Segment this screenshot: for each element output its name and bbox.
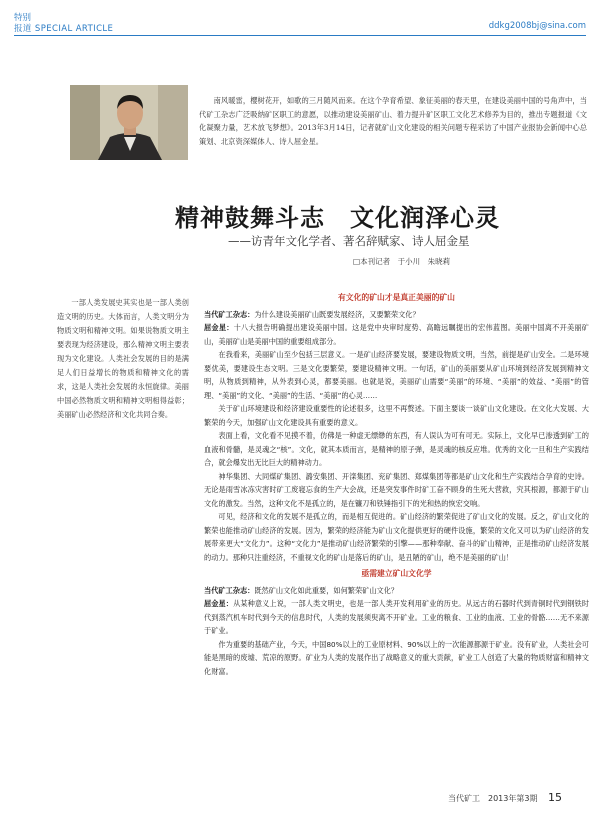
answer-label: 屈金星：: [204, 323, 234, 332]
article-body: [204, 291, 589, 678]
answer-paragraph: [204, 597, 589, 638]
body-paragraph: 在我看来，美丽矿山至少包括三层意义。一是矿山经济要发展，要建设物质文明，当然，前提是矿山安全。二是环境要优美，要建设生态文明。三是文化要繁荣，要建设精神文明。一句话，矿山的美丽要从矿山环境到经济发展到精神文明，从物质到精神，从外表到心灵，都要美丽。也就是说，美丽矿山需要“美丽”的环境、“美丽”的效益、“美丽”的管理、“美丽”的文化、“美丽”的生活、“美丽”的心灵……: [204, 350, 589, 400]
question-paragraph: [204, 308, 589, 322]
article-title: 精神鼓舞斗志 文化润泽心灵: [175, 204, 500, 232]
section-subtitle: 报道 SPECIAL ARTICLE: [14, 24, 114, 34]
section-heading: 有文化的矿山才是真正美丽的矿山: [338, 293, 455, 302]
pull-quote: 一部人类发展史其实也是一部人类创造文明的历史。大体而言，人类文明分为物质文明和精神文明。如果说物质文明主要表现为经济建设，那么精神文明主要表现为文化建设。人类社会发展的目的是满足人们日益增长的物质和精神文化的需求，这是人类社会发展的永恒旋律。美丽中国必然物质文明和精神文明相得益彰；美丽矿山必然经济和文化共同合奏。: [57, 298, 189, 419]
question-label: 当代矿工杂志：: [204, 309, 255, 319]
body-paragraph: 作为重要的基础产业，今天，中国80%以上的工业原材料、90%以上的一次能源都源于矿业。没有矿业，人类社会可能是黑暗的废墟、荒凉的原野。矿业为人类的发展作出了战略意义的重大贡献，矿业工人创造了大量的物质财富和精神文化财富。: [204, 639, 589, 676]
answer-paragraph: [204, 321, 589, 348]
question-text: 既然矿山文化如此重要，如何繁荣矿山文化？: [254, 585, 399, 595]
section-heading: 亟需建立矿山文化学: [361, 569, 432, 578]
body-paragraph: 表面上看，文化看不见摸不着，仿佛是一种虚无缥缈的东西，有人误认为可有可无。实际上，文化早已渗透到矿工的血液和骨髓，是灵魂之“核”。文化，就其本质而言，是精神的原子弹，是灵魂的核反应堆。优秀的文化一旦和生产实践结合，就会爆发出无比巨大的精神动力。: [204, 431, 589, 467]
section-label: 特别: [14, 13, 32, 23]
contact-email: ddkg2008bj@sina.com: [488, 21, 586, 31]
body-paragraph: 可见，经济和文化的发展不是孤立的，而是相互促进的。矿山经济的繁荣促进了矿山文化的发展。反之，矿山文化的繁荣也能推动矿山经济的发展。因为，繁荣的经济能为矿山文化提供更好的硬件设施，繁荣的文化又可以为矿山经济的发展带来更大“文化力”。这种“文化力”是推动矿山经济繁荣的引擎——那种奉献、奋斗的矿山精神，正是推动矿山经济发展的动力。那种只注重经济，不重视文化的矿山是落后的矿山，是丑陋的矿山，绝不是美丽的矿山！: [204, 512, 589, 562]
header-divider: [14, 35, 586, 36]
question-text: 为什么建设美丽矿山既要发展经济，又要繁荣文化？: [254, 309, 420, 319]
answer-text: 十八大报告明确提出建设美丽中国。这是党中央审时度势、高瞻远瞩提出的宏伟蓝图。美丽中国离不开美丽矿山，美丽矿山是美丽中国的重要组成部分。: [204, 323, 589, 346]
intro-paragraph: 南风暖雷，樱树花开，如歌的三月随风而来。在这个孕育希望、象征美丽的春天里，在建设美丽中国的号角声中，当代矿工杂志广泛吸纳矿区职工的意愿，以推动建设美丽矿山、着力提升矿区职工文化艺术修养为目的，推出专题报道《文化凝聚力量，艺术放飞梦想》。2013年3月14日，记者就矿山文化建设的相关问题专程采访了中国产业报协会新闻中心总策划、北京资深媒体人、诗人屈金星。: [199, 96, 587, 146]
question-label: 当代矿工杂志：: [204, 585, 255, 595]
publication-info: 当代矿工 2013年第3期: [448, 794, 538, 803]
interviewee-photo: [70, 85, 188, 160]
body-paragraph: 关于矿山环境建设和经济建设重要性的论述很多，这里不再赘述。下面主要谈一谈矿山文化建设。在文化大发展、大繁荣的今天，加强矿山文化建设具有重要的意义。: [204, 404, 589, 427]
article-subtitle: ——访青年文化学者、著名辞赋家、诗人屈金星: [228, 234, 470, 248]
answer-label: 屈金星：: [204, 599, 234, 608]
question-paragraph: [204, 584, 589, 598]
portrait-illustration: [70, 85, 188, 160]
byline: □本刊记者 于小川 朱晓莉: [353, 257, 451, 266]
page-number: 15: [548, 791, 562, 804]
answer-text: 从某种意义上说，一部人类文明史，也是一部人类开发利用矿业的历史。从远古的石器时代到青铜时代到钢铁时代到蒸汽机车时代到今天的信息时代，人类的发展须臾离不开矿业。工业的粮食、工业的血液、工业的骨骼……无不来源于矿业。: [204, 599, 589, 635]
body-paragraph: 神华集团、大同煤矿集团、潞安集团、开滦集团、兖矿集团、郑煤集团等都是矿山文化和生产实践结合孕育的史诗。无论是雨雪冰冻灾害时矿工废寝忘食的生产大会战，还是突发事件时矿工奋不顾身的生死大营救，究其根源，都源于矿山文化的激发。当然，这种文化不是孤立的，是在镰刀和铁锤指引下的光和热的恢宏交响。: [204, 471, 589, 508]
